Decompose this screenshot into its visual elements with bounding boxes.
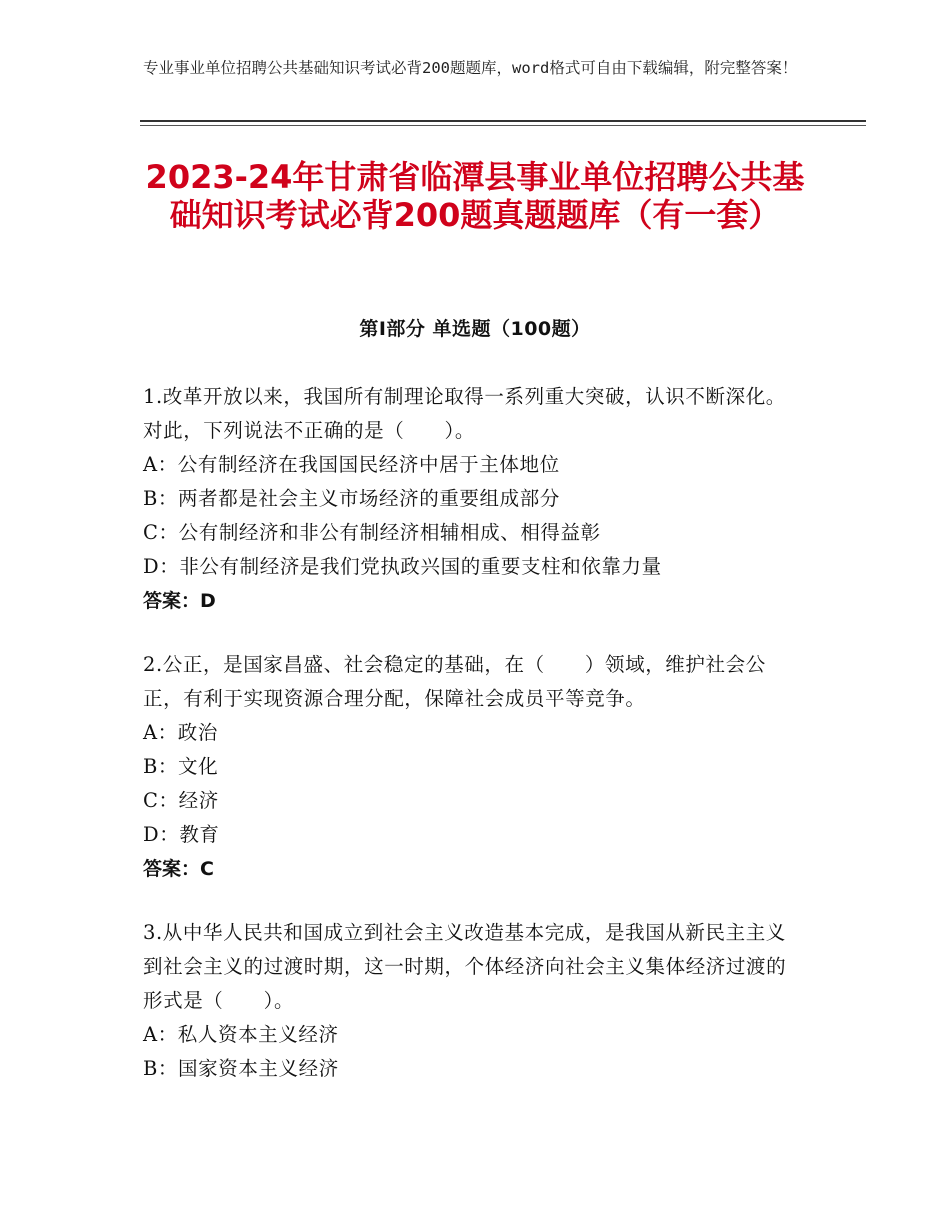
question-2	[143, 648, 803, 886]
answer: 答案：C	[143, 858, 214, 880]
header-divider-thin	[140, 125, 866, 126]
question-stem: 3.从中华人民共和国成立到社会主义改造基本完成，是我国从新民主主义到社会主义的过渡时期，这一时期，个体经济向社会主义集体经济过渡的形式是（ ）。	[143, 921, 787, 1012]
option-a: A：私人资本主义经济	[143, 1023, 339, 1046]
option-c: C：经济	[143, 789, 219, 812]
option-b: B：文化	[143, 755, 219, 778]
question-list	[143, 380, 803, 1116]
option-d: D：非公有制经济是我们党执政兴国的重要支柱和依靠力量	[143, 555, 662, 578]
document-title: 2023-24年甘肃省临潭县事业单位招聘公共基础知识考试必背200题真题题库（有一套）	[145, 158, 805, 234]
option-c: C：公有制经济和非公有制经济相辅相成、相得益彰	[143, 521, 601, 544]
option-b: B：国家资本主义经济	[143, 1057, 339, 1080]
question-1	[143, 380, 803, 618]
header-note: 专业事业单位招聘公共基础知识考试必背200题题库，word格式可自由下载编辑，附完整答案！	[143, 59, 798, 77]
question-3	[143, 916, 803, 1086]
option-b: B：两者都是社会主义市场经济的重要组成部分	[143, 487, 560, 510]
option-a: A：政治	[143, 721, 218, 744]
answer: 答案：D	[143, 590, 216, 612]
section-heading: 第Ⅰ部分 单选题（100题）	[359, 318, 591, 340]
header-divider-thick	[140, 120, 866, 122]
option-a: A：公有制经济在我国国民经济中居于主体地位	[143, 453, 560, 476]
question-stem: 2.公正，是国家昌盛、社会稳定的基础，在（ ）领域，维护社会公正，有利于实现资源合理分配，保障社会成员平等竞争。	[143, 653, 766, 710]
question-stem: 1.改革开放以来，我国所有制理论取得一系列重大突破，认识不断深化。对此，下列说法不正确的是（ ）。	[143, 385, 786, 442]
option-d: D：教育	[143, 823, 220, 846]
